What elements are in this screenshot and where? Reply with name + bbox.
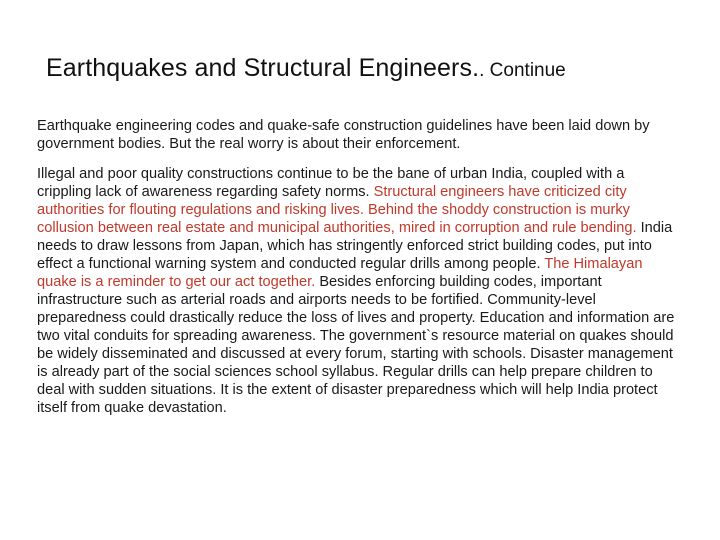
- slide-title: [46, 54, 566, 83]
- highlighted-text-run: Structural engineers have criticized city authorities for flouting regulations and risking lives. Behind the shoddy construction is murky collusion between real estate and municipal authorities, mired in corruption and rule bending.: [37, 184, 637, 236]
- text-run: India needs to draw lessons from Japan, which has stringently enforced strict building codes, put into effect a functional warning system and conducted regular drills among people.: [37, 220, 673, 272]
- text-run: Besides enforcing building codes, important infrastructure such as arterial roads and airports needs to be fortified. Community-level preparedness could drastically reduce the loss of lives and property. Education and information are two vital conduits for spreading awareness. The government`s resource material on quakes should be widely disseminated and discussed at every forum, starting with schools. Disaster management is already part of the social sciences school syllabus. Regular drills can help prepare children to deal with sudden situations. It is the extent of disaster preparedness which will help India protect itself from quake devastation.: [37, 274, 675, 416]
- slide-title-continue: . Continue: [479, 60, 566, 81]
- highlighted-text-run: The Himalayan quake is a reminder to get our act together.: [37, 256, 643, 290]
- slide-body: [37, 117, 677, 417]
- paragraph-construction: [37, 165, 677, 417]
- paragraph-enforcement: [37, 117, 677, 153]
- slide-title-main: Earthquakes and Structural Engineers.: [46, 54, 480, 82]
- text-run: Earthquake engineering codes and quake-safe construction guidelines have been laid down by government bodies. But the real worry is about their enforcement.: [37, 118, 650, 152]
- text-run: Illegal and poor quality constructions continue to be the bane of urban India, coupled with a crippling lack of awareness regarding safety norms.: [37, 166, 625, 200]
